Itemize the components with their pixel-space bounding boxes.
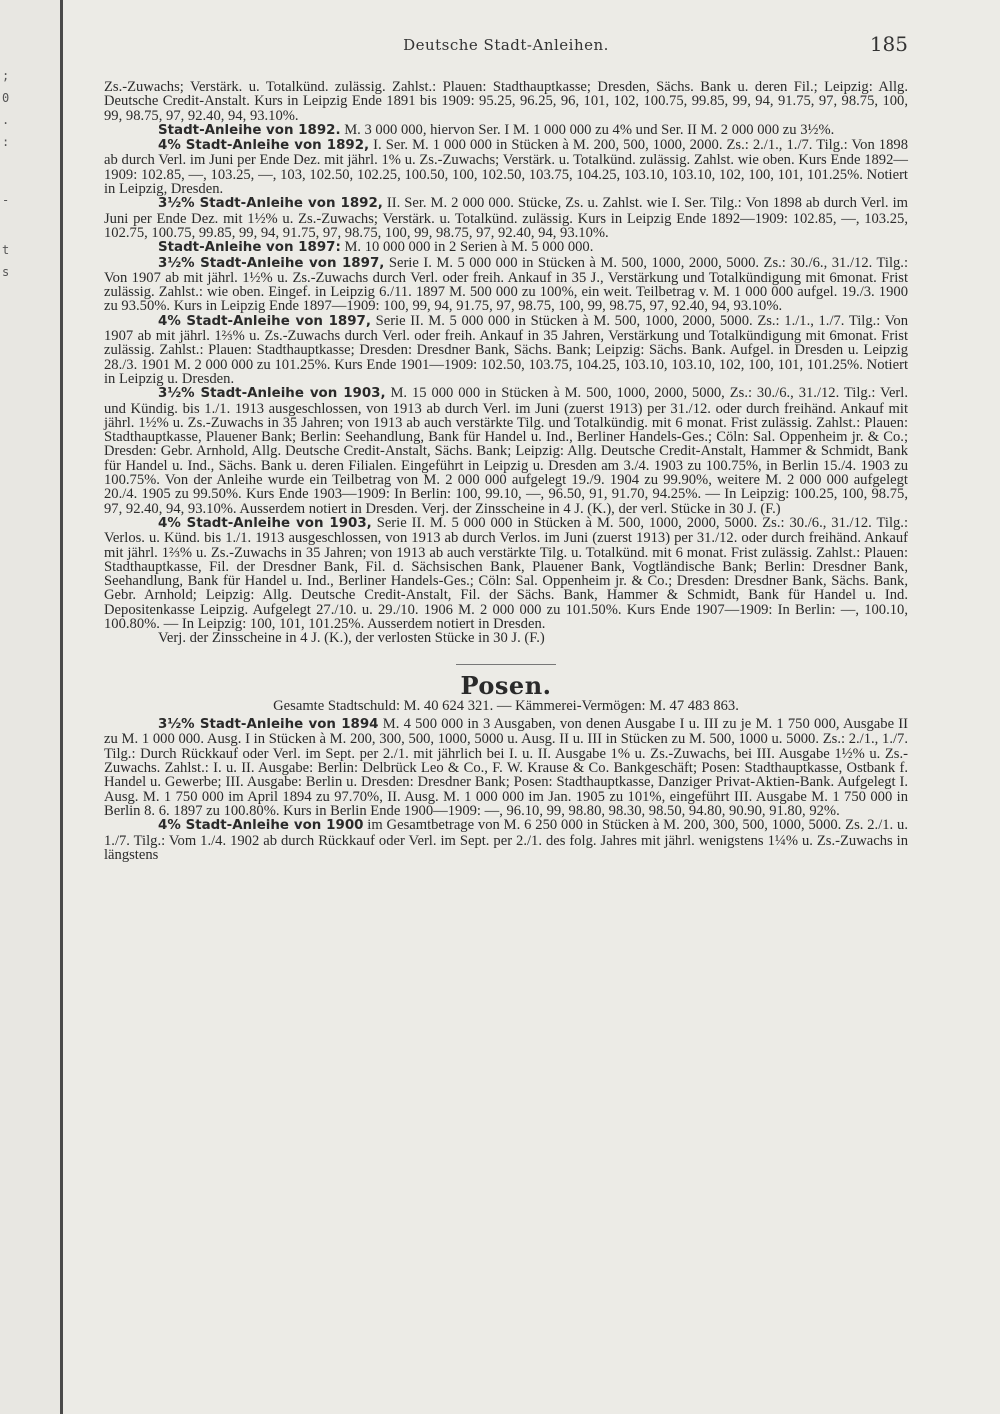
loan-heading: 3½% Stadt-Anleihe von 1894 (158, 717, 379, 733)
loan-heading: 3½% Stadt-Anleihe von 1903, (158, 386, 386, 402)
section-divider (456, 664, 556, 665)
margin-mark: 0 (2, 91, 10, 105)
paragraph (104, 196, 908, 240)
margin-mark: t (2, 243, 10, 257)
paragraph: Zs.-Zuwachs; Verstärk. u. Totalkünd. zulässig. Zahlst.: Plauen: Stadthauptkasse; Dresden, Sächs. Bank u. deren Fil.; Leipzig: Allg. Deutsche Credit-Anstalt. Kurs in Leipzig Ende 1891 bis 1909: 95.25, 96.25, 96, 101, 102, 100.75, 99.85, 99, 94, 91.75, 97, 98.75, 100, 99, 98.75, 97, 92.40, 94, 93.10%. (104, 79, 908, 124)
loan-heading: Stadt-Anleihe von 1892. (158, 122, 341, 138)
margin-marks (2, 70, 16, 288)
loan-text: M. 4 500 000 in 3 Ausgaben, von denen Ausgabe I u. III zu je M. 1 750 000, Ausgabe II zu M. 1 000 000. Ausg. I in Stücken à M. 200, 300, 500, 1000, 5000 u. Ausg. II u. III in Stücken zu M. 500, 1000 u. 5000. Zs.: 2./1., 1./7. Tilg.: Durch Rückkauf oder Verl. im Sept. per 2./1. mit jährlich bei I. u. II. Ausgabe 1% u. Zs.-Zuwachs, bei III. Ausgabe 1½% u. Zs.-Zuwachs. Zahlst.: I. u. II. Ausgabe: Berlin: Delbrück Leo & Co., F. W. Krause & Co. Bankgeschäft; Posen: Stadthauptkasse, Ostbank f. Handel u. Gewerbe; III. Ausgabe: Berlin u. Dresden: Dresdner Bank; Posen: Stadthauptkasse, Danziger Privat-Aktien-Bank. Aufgelegt I. Ausg. M. 1 750 000 im April 1894 zu 97.70%, II. Ausg. M. 1 000 000 im Jan. 1905 zu 101%, eingeführt III. Ausgabe M. 1 750 000 in Berlin 8. 6. 1897 zu 100.80%. Kurs in Berlin Ende 1900—1909: —, 96.10, 99, 98.80, 98.30, 98.50, 94.80, 90.90, 91.80, 92%. (104, 716, 909, 819)
loan-text: Serie II. M. 5 000 000 in Stücken à M. 500, 1000, 2000, 5000. Zs.: 1./1., 1./7. Tilg.: Von 1907 ab mit jährl. 1⅔% u. Zs.-Zuwachs durch Verl. oder freih. Ankauf in 35 Jahren, Verstärkung und Totalkündigung mit 6monat. Frist zulässig. Zahlst.: Plauen: Stadthauptkasse; Dresden: Dresdner Bank, Sächs. Bank; Leipzig: Sächs. Bank. Aufgel. in Dresden u. Leipzig 28./3. 1901 M. 2 000 000 zu 101.25%. Kurs Ende 1901—1909: 102.50, 103.75, 104.25, 103.10, 103.10, 102, 100, 101, 101.25%. Notiert in Leipzig u. Dresden. (104, 312, 908, 387)
loan-text: II. Ser. M. 2 000 000. Stücke, Zs. u. Zahlst. wie I. Ser. Tilg.: Von 1898 ab durch Verl. im Juni per Ende Dez. mit 1½% u. Zs.-Zuwachs; Verstärk. u. Totalkünd. zulässig. Kurs in Leipzig Ende 1892—1909: 102.85, —, 103.25, 102.75, 100.75, 99.85, 99, 94, 91.75, 97, 98.75, 100, 99, 98.75, 97, 92.40, 94, 93.10%. (104, 195, 908, 241)
loan-heading: 4% Stadt-Anleihe von 1903, (158, 515, 372, 531)
paragraph (104, 138, 908, 196)
paragraph (104, 123, 908, 138)
dresden-loans-text (104, 80, 908, 862)
margin-mark: s (2, 265, 10, 279)
running-head (104, 32, 908, 66)
margin-mark: : (2, 135, 10, 149)
page-number: 185 (869, 32, 908, 56)
loan-heading: 3½% Stadt-Anleihe von 1897, (158, 255, 385, 271)
loan-text: Serie I. M. 5 000 000 in Stücken à M. 500, 1000, 2000, 5000. Zs.: 30./6., 31./12. Tilg.: Von 1907 ab mit jährl. 1½% u. Zs.-Zuwachs durch Verl. oder freih. Ankauf in 35 J., Verstärkung und Totalkündigung mit 6monat. Frist zulässig. Zahlst.: wie oben. Eingef. in Leipzig 6./11. 1897 M. 500 000 zu 100%, ein weit. Teilbetrag v. M. 1 000 000 aufgel. 19./3. 1900 zu 93.50%. Kurs in Leipzig Ende 1897—1909: 100, 99, 94, 91.75, 97, 98.75, 100, 99, 98.75, 97, 92.40, 94, 93.10%. (104, 254, 909, 315)
section-title-posen: Posen. (460, 670, 552, 700)
page (104, 32, 909, 863)
paragraph (104, 240, 908, 255)
binding-line (60, 0, 63, 1414)
paragraph (104, 256, 908, 314)
loan-text: Serie II. M. 5 000 000 in Stücken à M. 500, 1000, 2000, 5000. Zs.: 30./6., 31./12. Tilg.: Verlos. u. Künd. bis 1./1. 1913 ausgeschlossen, von 1913 ab durch Verlos. im Juni (zuerst 1913) per 31./12. oder durch freihänd. Ankauf mit jährl. 1⅔% u. Zs.-Zuwachs in 35 Jahren; von 1913 ab auch verstärkte Tilg. u. Totalkünd. mit 6 monat. Frist zulässig. Zahlst.: Plauen: Stadthauptkasse, Fil. der Dresdner Bank, Fil. d. Sächsischen Bank, Plauener Bank, Vogtländische Bank; Berlin: Dresdner Bank, Seehandlung, Bank für Handel u. Ind., Berliner Handels-Ges.; Cöln: Sal. Oppenheim jr. & Co.; Dresden: Dresdner Bank, Sächs. Bank, Gebr. Arnhold; Leipzig: Allg. Deutsche Credit-Anstalt, Fil. der Sächs. Bank, Hammer & Schmidt, Bank für Handel u. Ind. Depositenkasse Leipzig. Aufgelegt 27./10. u. 29./10. 1906 M. 2 000 000 zu 101.50%. Kurs Ende 1907—1909: In Berlin: —, 100.10, 100.80%. — In Leipzig: 100, 101, 101.25%. Ausserdem notiert in Dresden. (104, 514, 909, 632)
loan-heading: 4% Stadt-Anleihe von 1897, (158, 313, 371, 329)
paragraph (104, 818, 908, 862)
loan-text: M. 3 000 000, hiervon Ser. I M. 1 000 000 zu 4% und Ser. II M. 2 000 000 zu 3½%. (340, 121, 835, 138)
paragraph (104, 386, 908, 516)
paragraph (104, 516, 908, 631)
paragraph (104, 717, 908, 818)
loan-text: im Gesamtbetrage von M. 6 250 000 in Stücken à M. 200, 300, 500, 1000, 5000. Zs. 2./1. u. 1./7. Tilg.: Vom 1./4. 1902 ab durch Rückkauf oder Verl. im Sept. per 2./1. des folg. Jahres mit jährl. wenigstens 1¼% u. Zs.-Zuwachs in längstens (104, 817, 908, 863)
paragraph (104, 314, 908, 386)
loan-text: I. Ser. M. 1 000 000 in Stücken à M. 200, 500, 1000, 2000. Zs.: 2./1., 1./7. Tilg.: Von 1898 ab durch Verl. im Juni per Ende Dez. mit jährl. 1% u. Zs.-Zuwachs; Verstärk. u. Totalkünd. zulässig. Zahlst. wie oben. Kurs Ende 1892—1909: 102.85, —, 103.25, —, 103, 102.50, 102.25, 100.50, 100, 102.50, 103.75, 104.25, 103.10, 103.10, 102, 100, 101, 101.25%. Notiert in Leipzig, Dresden. (104, 137, 908, 198)
margin-mark: ; (2, 69, 10, 83)
loan-heading: 4% Stadt-Anleihe von 1900 (158, 818, 364, 834)
loan-text: M. 15 000 000 in Stücken à M. 500, 1000, 2000, 5000, Zs.: 30./6., 31./12. Tilg.: Verl. und Kündig. bis 1./1. 1913 ausgeschlossen, von 1913 ab durch Verl. im Juni (zuerst 1913) per 31./12. oder durch freihänd. Ankauf mit jährl. 1½% u. Zs.-Zuwachs in 35 Jahren; von 1913 ab auch verstärkte Tilg. und Totalkündig. mit 6 monat. Frist zulässig. Zahlst.: Plauen: Stadthauptkasse, Plauener Bank; Berlin: Seehandlung, Bank für Handel u. Ind., Berliner Handels-Ges.; Cöln: Sal. Oppenheim jr. & Co.; Dresden: Gebr. Arnhold, Allg. Deutsche Credit-Anstalt, Sächs. Bank; Leipzig: Allg. Deutsche Credit-Anstalt, Hammer & Schmidt, Bank für Handel u. Ind., Sächs. Bank u. deren Filialen. Eingeführt in Leipzig u. Dresden am 3./4. 1903 zu 100.75%, in Berlin 15./4. 1903 zu 100.75%. Von der Anleihe wurde ein Teilbetrag von M. 2 000 000 aufgelegt 19./9. 1904 zu 99.90%, weitere M. 2 000 000 aufgelegt 20./4. 1905 zu 99.50%. Kurs Ende 1903—1909: In Berlin: 100, 99.10, —, 96.50, 91, 91.70, 94.25%. — In Leipzig: 100.25, 100, 98.75, 97, 92.40, 94, 93.10%. Ausserdem notiert in Dresden. Verj. der Zinsscheine in 4 J. (K.), der verl. Stücke in 30 J. (F.) (104, 385, 908, 517)
running-title: Deutsche Stadt-Anleihen. (403, 36, 609, 54)
loan-heading: Stadt-Anleihe von 1897: (158, 240, 341, 256)
loan-text: M. 10 000 000 in 2 Serien à M. 5 000 000. (340, 239, 594, 256)
loan-heading: 4% Stadt-Anleihe von 1892, (158, 138, 370, 154)
margin-mark: - (2, 193, 10, 207)
paragraph: Verj. der Zinsscheine in 4 J. (K.), der verlosten Stücke in 30 J. (F.) (158, 630, 545, 647)
margin-mark: . (2, 113, 10, 127)
loan-heading: 3½% Stadt-Anleihe von 1892, (158, 196, 383, 212)
posen-debt-summary: Gesamte Stadtschuld: M. 40 624 321. — Kämmerei-Vermögen: M. 47 483 863. (273, 697, 739, 714)
